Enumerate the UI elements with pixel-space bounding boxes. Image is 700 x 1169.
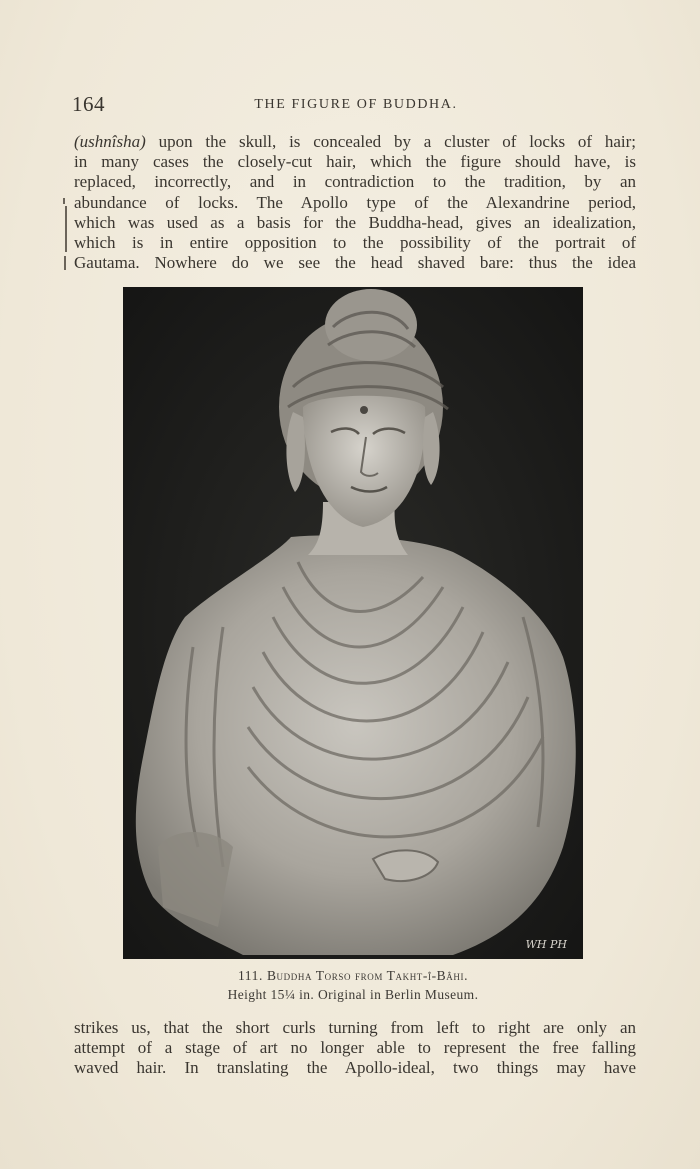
text-line: in many cases the closely-cut hair, which the figure should have, is xyxy=(74,152,636,172)
figure-caption-details: Height 15¼ in. Original in Berlin Museum. xyxy=(227,987,479,1002)
text-line: abundance of locks. The Apollo type of the Alexandrine period, xyxy=(74,192,636,212)
text-line: Gautama. Nowhere do we see the head shaved bare: thus the idea xyxy=(74,253,636,273)
paragraph-bottom xyxy=(74,1018,636,1079)
figure-number: 111. xyxy=(237,968,263,983)
torso-illustration xyxy=(123,287,583,959)
text-line: waved hair. In translating the Apollo-ideal, two things may have xyxy=(74,1058,636,1078)
text-line: replaced, incorrectly, and in contradiction to the tradition, by an xyxy=(74,172,636,192)
figure-title: Buddha Torso from Takht-î-Bâhi. xyxy=(266,968,469,983)
text-line xyxy=(74,132,636,152)
page-number: 164 xyxy=(72,92,105,116)
text-line: which was used as a basis for the Buddha-head, gives an idealization, xyxy=(74,212,636,232)
margin-pencil-marks xyxy=(61,198,69,270)
figure-caption-title xyxy=(123,968,583,984)
text-line: which is in entire opposition to the possibility of the portrait of xyxy=(74,232,636,252)
text-line: strikes us, that the short curls turning from left to right are only an xyxy=(74,1018,636,1037)
paragraph-top xyxy=(74,132,636,273)
text-fragment: upon the skull, is concealed by a cluster of locks of hair; xyxy=(145,132,636,151)
text-fragment: (ushnîsha) xyxy=(74,132,146,151)
running-title: THE FIGURE OF BUDDHA. xyxy=(254,97,458,112)
engraver-monogram: WH PH xyxy=(525,938,567,951)
buddha-torso-photograph xyxy=(123,287,583,959)
running-head xyxy=(72,92,640,122)
text-line: attempt of a stage of art no longer able to represent the free falling xyxy=(74,1038,636,1058)
